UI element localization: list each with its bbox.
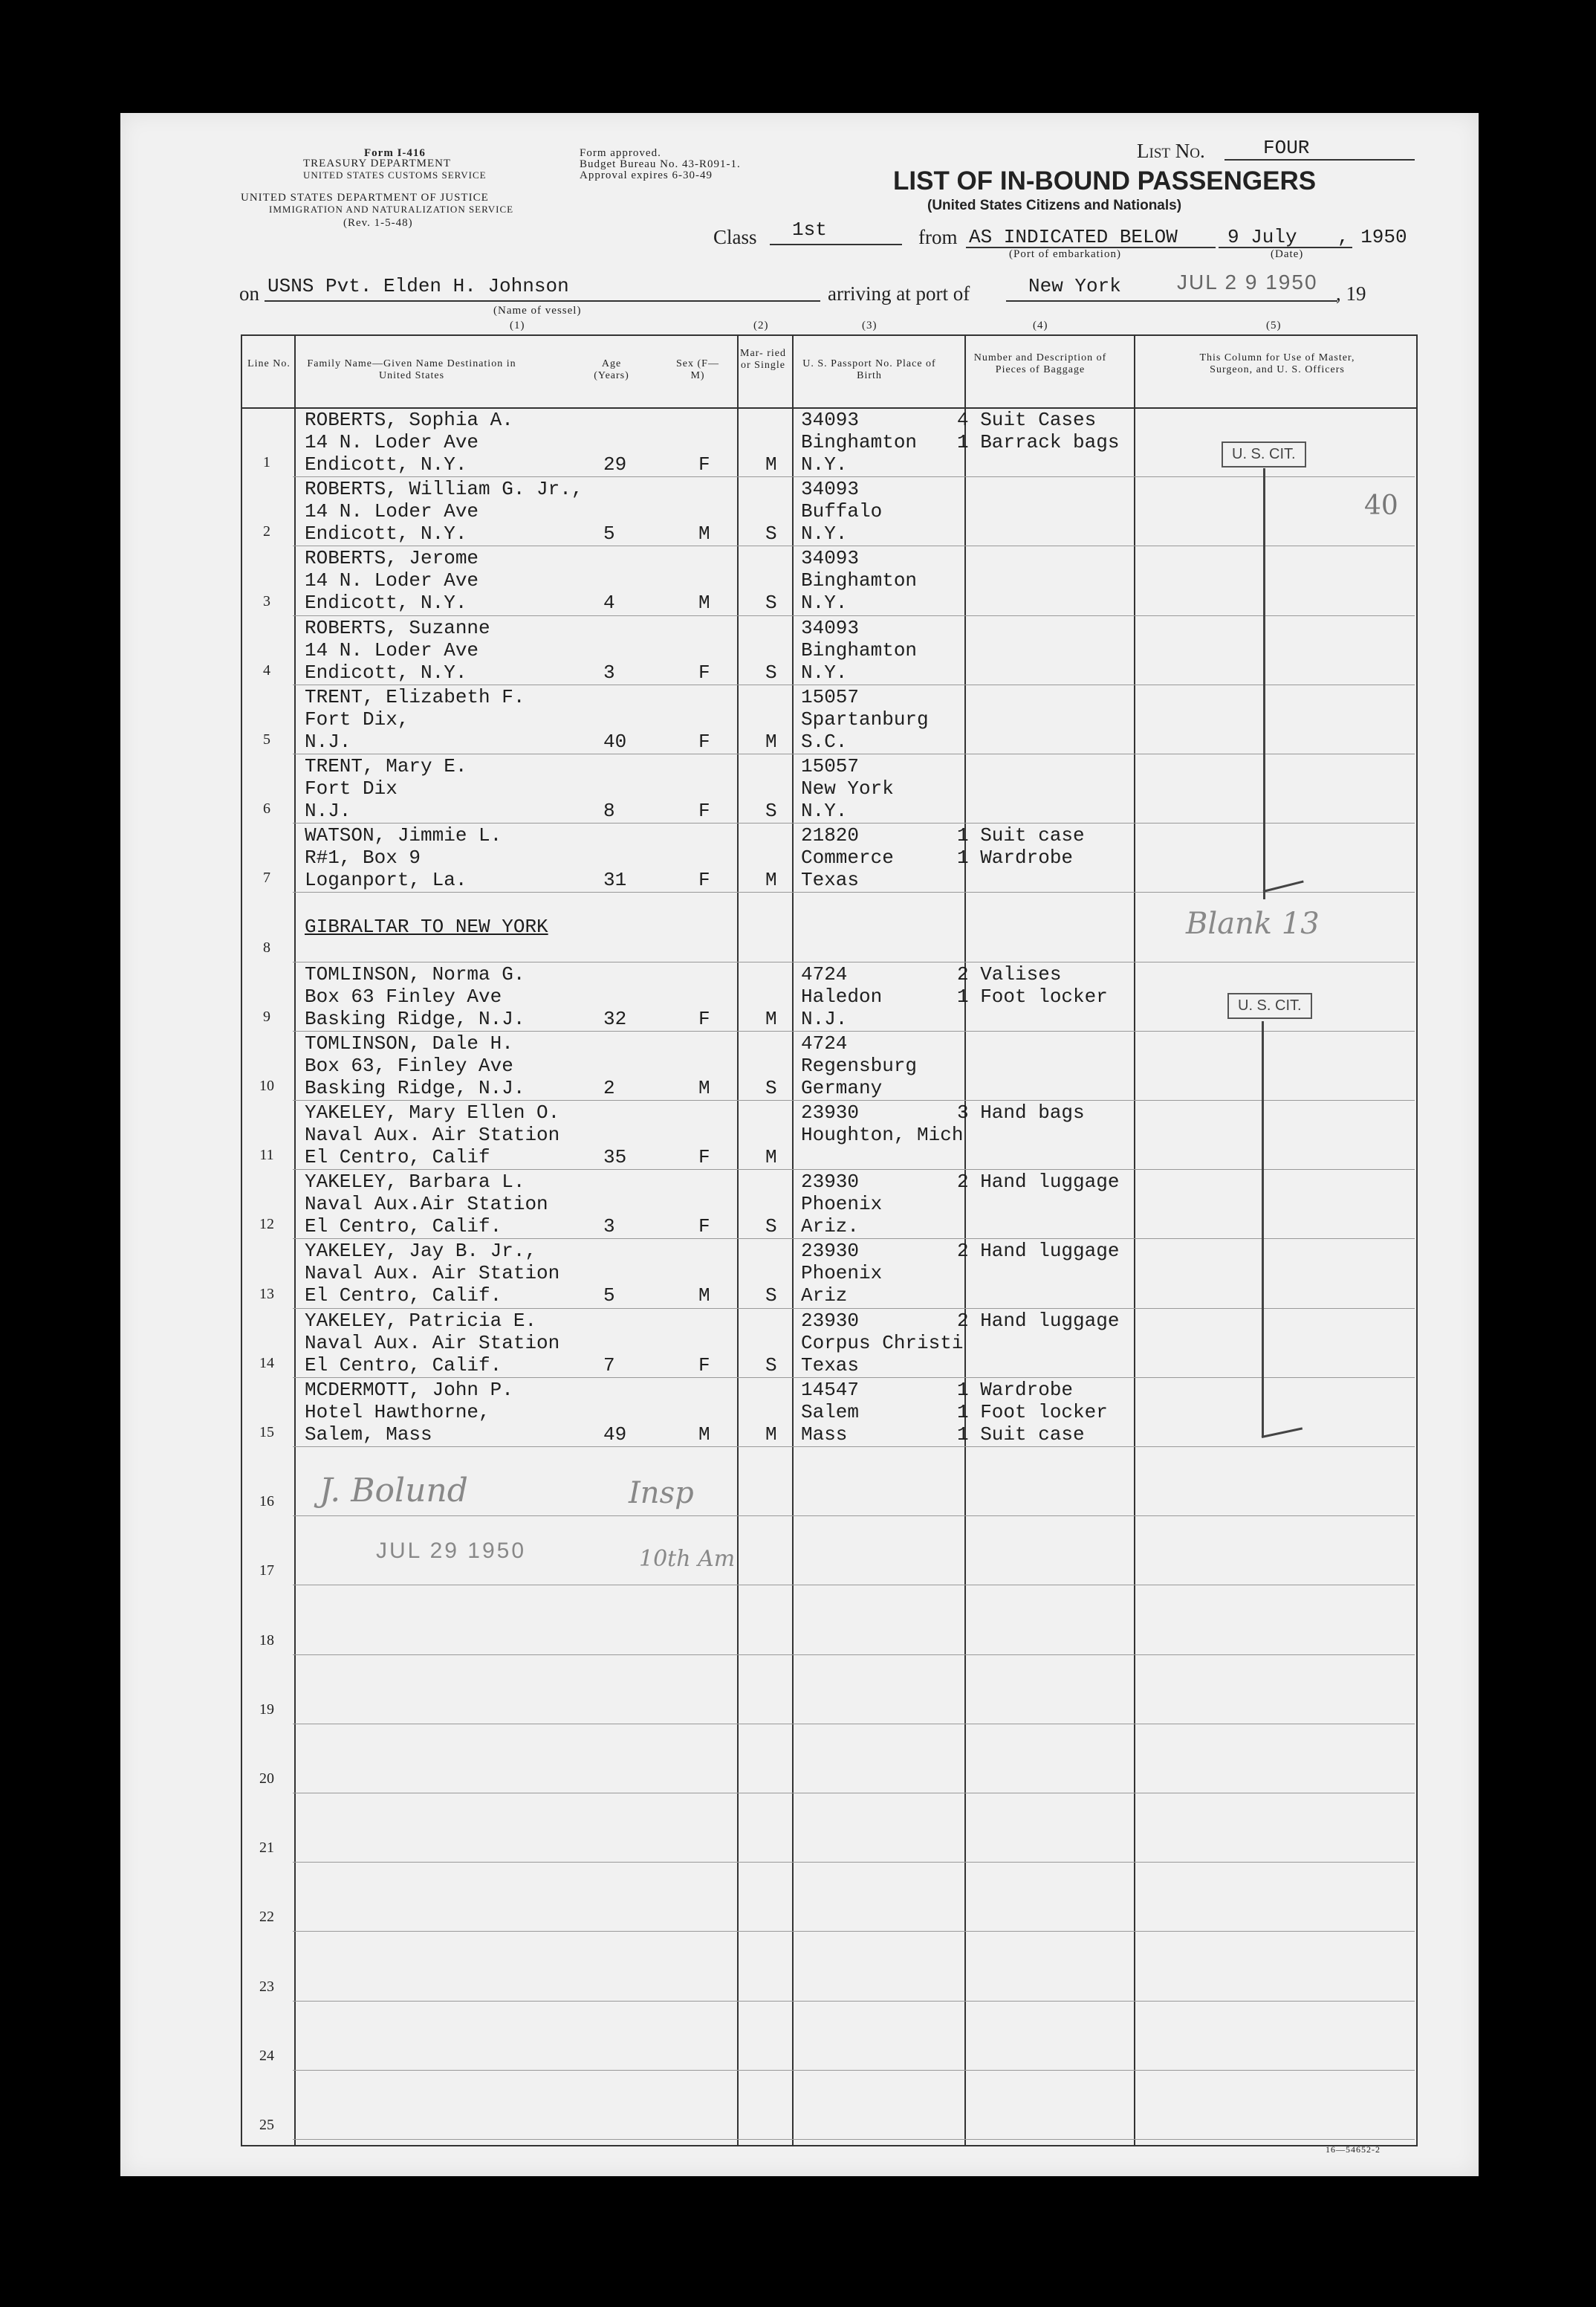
- passenger-age: 5: [603, 522, 615, 546]
- inspector-signature: J. Bolund: [319, 1472, 468, 1510]
- vessel-name: USNS Pvt. Elden H. Johnson: [267, 275, 569, 297]
- row-divider: [293, 1862, 1415, 1863]
- class-value: 1st: [792, 219, 827, 241]
- passenger-marital: S: [765, 1076, 777, 1099]
- passenger-marital: M: [765, 1423, 777, 1446]
- passenger-address-1: 14 N. Loder Ave: [305, 500, 479, 523]
- header-line-no: Line No.: [247, 358, 291, 369]
- col-num-3: (3): [862, 320, 878, 331]
- passenger-address-1: Naval Aux. Air Station: [305, 1124, 560, 1146]
- row-divider: [293, 1169, 1415, 1170]
- header-passport: U. S. Passport No. Place of Birth: [802, 358, 936, 381]
- passenger-marital: M: [765, 869, 777, 892]
- baggage-1: 2 Valises: [957, 962, 1062, 986]
- passenger-marital: S: [765, 1284, 777, 1307]
- passenger-sex: F: [698, 453, 710, 476]
- passenger-address-2: N.J.: [305, 800, 351, 822]
- passenger-address-2: Basking Ridge, N.J.: [305, 1076, 525, 1099]
- row-divider: [293, 892, 1415, 893]
- list-no-value: FOUR: [1263, 137, 1310, 159]
- line-number: 14: [259, 1354, 274, 1371]
- passenger-address-2: Endicott, N.Y.: [305, 453, 467, 476]
- passenger-marital: S: [765, 592, 777, 615]
- baggage-2: 1 Barrack bags: [957, 431, 1120, 453]
- row-divider: [293, 1654, 1415, 1655]
- baggage-2: 1 Foot locker: [957, 985, 1108, 1008]
- baggage-1: 1 Wardrobe: [957, 1378, 1074, 1401]
- place-of-birth-1: Houghton, Mich: [801, 1124, 964, 1146]
- passenger-marital: M: [765, 730, 777, 753]
- class-underline: [770, 244, 902, 245]
- passenger-address-1: Naval Aux. Air Station: [305, 1331, 560, 1354]
- passport-number: 14547: [801, 1378, 860, 1401]
- passenger-age: 8: [603, 800, 615, 822]
- inspection-date-stamp: JUL 29 1950: [376, 1538, 527, 1563]
- bracket-line: [1262, 1021, 1264, 1437]
- place-of-birth-1: Binghamton: [801, 569, 918, 592]
- passenger-name: ROBERTS, Sophia A.: [305, 409, 513, 431]
- passenger-sex: F: [698, 1007, 710, 1030]
- list-no-underline: [1224, 159, 1415, 161]
- passport-number: 34093: [801, 409, 860, 431]
- col-num-4: (4): [1033, 320, 1048, 331]
- line-number: 16: [259, 1493, 274, 1510]
- passenger-address-1: 14 N. Loder Ave: [305, 638, 479, 661]
- row-divider: [293, 2139, 1415, 2140]
- passenger-sex: F: [698, 800, 710, 822]
- passenger-marital: S: [765, 661, 777, 684]
- line-number: 9: [263, 1008, 270, 1025]
- passenger-sex: F: [698, 730, 710, 753]
- row-divider: [293, 1100, 1415, 1101]
- passenger-marital: M: [765, 453, 777, 476]
- passenger-address-2: N.J.: [305, 730, 351, 753]
- place-of-birth-1: Regensburg: [801, 1054, 918, 1077]
- line-number: 17: [259, 1562, 274, 1579]
- passenger-age: 35: [603, 1146, 627, 1168]
- passenger-name: YAKELEY, Mary Ellen O.: [305, 1101, 560, 1124]
- col-divider: [737, 336, 739, 2145]
- passenger-address-2: Loganport, La.: [305, 869, 467, 892]
- place-of-birth-2: N.J.: [801, 1007, 848, 1030]
- arriving-label: arriving at port of: [828, 282, 970, 305]
- section-heading: GIBRALTAR TO NEW YORK: [305, 916, 548, 939]
- passenger-address-2: Endicott, N.Y.: [305, 661, 467, 684]
- passenger-name: YAKELEY, Jay B. Jr.,: [305, 1240, 537, 1263]
- arrival-port: New York: [1028, 275, 1121, 297]
- passport-number: 15057: [801, 685, 860, 708]
- line-number: 3: [263, 592, 270, 609]
- header-name: Family Name—Given Name Destination in United States: [307, 358, 516, 381]
- place-of-birth-2: Ariz: [801, 1284, 848, 1307]
- passenger-age: 2: [603, 1076, 615, 1099]
- line-number: 15: [259, 1424, 274, 1440]
- date-value: 9 July: [1227, 226, 1297, 248]
- row-divider: [293, 1238, 1415, 1239]
- blank-note: Blank 13: [1186, 907, 1320, 941]
- passenger-age: 5: [603, 1284, 615, 1307]
- line-number: 18: [259, 1631, 274, 1648]
- place-of-birth-1: Phoenix: [801, 1193, 883, 1216]
- place-of-birth-2: N.Y.: [801, 661, 848, 684]
- justice-dept: UNITED STATES DEPARTMENT OF JUSTICE: [241, 192, 489, 204]
- footer-code: 16—54652-2: [1326, 2144, 1381, 2155]
- date-caption: (Date): [1271, 248, 1304, 260]
- approval-1: Form approved.: [580, 147, 661, 159]
- ins-service: IMMIGRATION AND NATURALIZATION SERVICE: [269, 204, 514, 215]
- line-number: 22: [259, 1909, 274, 1926]
- approval-2: Budget Bureau No. 43-R091-1.: [580, 158, 741, 170]
- year-suffix: , 19: [1336, 282, 1366, 305]
- arrival-date-stamp: JUL 2 9 1950: [1177, 271, 1318, 294]
- passenger-sex: M: [698, 1284, 710, 1307]
- passenger-name: MCDERMOTT, John P.: [305, 1378, 513, 1401]
- line-number: 8: [263, 939, 270, 956]
- passenger-address-1: Naval Aux. Air Station: [305, 1262, 560, 1285]
- treasury-dept: TREASURY DEPARTMENT: [303, 158, 452, 169]
- from-label: from: [918, 226, 958, 248]
- passenger-name: TRENT, Mary E.: [305, 755, 467, 777]
- col-num-5: (5): [1266, 320, 1282, 331]
- row-divider: [293, 1446, 1415, 1447]
- line-number: 24: [259, 2047, 274, 2064]
- passenger-address-1: 14 N. Loder Ave: [305, 569, 479, 592]
- col-divider: [294, 336, 296, 2145]
- passenger-address-2: Endicott, N.Y.: [305, 522, 467, 546]
- passenger-address-2: El Centro, Calif.: [305, 1353, 502, 1376]
- line-number: 11: [259, 1147, 274, 1164]
- year-value: , 1950: [1337, 226, 1407, 248]
- passenger-marital: M: [765, 1007, 777, 1030]
- passenger-age: 40: [603, 730, 627, 753]
- passport-number: 23930: [801, 1240, 860, 1263]
- passenger-sex: M: [698, 522, 710, 546]
- passenger-sex: F: [698, 661, 710, 684]
- passenger-sex: F: [698, 1353, 710, 1376]
- passenger-name: ROBERTS, William G. Jr.,: [305, 478, 583, 501]
- passenger-name: YAKELEY, Barbara L.: [305, 1171, 525, 1194]
- passport-number: 34093: [801, 478, 860, 501]
- place-of-birth-1: Buffalo: [801, 500, 883, 523]
- row-divider: [293, 1377, 1415, 1378]
- row-divider: [293, 2001, 1415, 2002]
- passport-number: 15057: [801, 755, 860, 777]
- passenger-marital: S: [765, 800, 777, 822]
- embarkation-caption: (Port of embarkation): [1009, 248, 1121, 260]
- passenger-name: WATSON, Jimmie L.: [305, 824, 502, 847]
- line-number: 23: [259, 1978, 274, 1995]
- line-number: 2: [263, 523, 270, 540]
- header-sex: Sex (F—M): [676, 358, 719, 381]
- place-of-birth-2: Germany: [801, 1076, 883, 1099]
- place-of-birth-1: Corpus Christi: [801, 1331, 964, 1354]
- row-divider: [293, 1308, 1415, 1309]
- place-of-birth-2: S.C.: [801, 730, 848, 753]
- passenger-age: 31: [603, 869, 627, 892]
- place-of-birth-1: Spartanburg: [801, 708, 929, 731]
- place-of-birth-2: N.Y.: [801, 800, 848, 822]
- place-of-birth-1: Binghamton: [801, 431, 918, 453]
- passenger-address-1: Fort Dix: [305, 777, 398, 800]
- arrival-underline: [1006, 300, 1337, 302]
- place-of-birth-1: New York: [801, 777, 894, 800]
- class-label: Class: [713, 226, 757, 248]
- approval-3: Approval expires 6-30-49: [580, 169, 713, 181]
- header-married: Mar- ried or Single: [740, 348, 786, 371]
- form-number: Form I-416: [364, 147, 426, 159]
- passport-number: 4724: [801, 962, 848, 986]
- place-of-birth-2: Ariz.: [801, 1215, 860, 1238]
- place-of-birth-2: Mass: [801, 1423, 848, 1446]
- us-citizen-stamp: U. S. CIT.: [1227, 993, 1312, 1019]
- revision: (Rev. 1-5-48): [343, 217, 413, 229]
- passenger-sex: M: [698, 1076, 710, 1099]
- passenger-age: 7: [603, 1353, 615, 1376]
- place-of-birth-2: Texas: [801, 869, 860, 892]
- place-of-birth-1: Commerce: [801, 847, 894, 870]
- line-number: 12: [259, 1216, 274, 1233]
- passenger-address-2: Salem, Mass: [305, 1423, 432, 1446]
- bracket-line: [1263, 468, 1265, 899]
- page-subtitle: (United States Citizens and Nationals): [927, 198, 1182, 213]
- baggage-1: 2 Hand luggage: [957, 1309, 1120, 1332]
- baggage-2: 1 Wardrobe: [957, 847, 1074, 870]
- passenger-address-2: Endicott, N.Y.: [305, 592, 467, 615]
- baggage-1: 1 Suit case: [957, 824, 1085, 847]
- baggage-2: 1 Foot locker: [957, 1400, 1108, 1423]
- passenger-name: TOMLINSON, Dale H.: [305, 1032, 513, 1055]
- baggage-1: 2 Hand luggage: [957, 1171, 1120, 1194]
- passenger-age: 29: [603, 453, 627, 476]
- passenger-sex: M: [698, 592, 710, 615]
- header-officers: This Column for Use of Master, Surgeon, and U. S. Officers: [1199, 352, 1355, 375]
- line-number: 13: [259, 1285, 274, 1302]
- passport-number: 4724: [801, 1032, 848, 1055]
- line-number: 5: [263, 731, 270, 748]
- header-age: Age (Years): [594, 358, 629, 381]
- col-num-2: (2): [753, 320, 769, 331]
- place-of-birth-1: Phoenix: [801, 1262, 883, 1285]
- place-of-birth-2: N.Y.: [801, 453, 848, 476]
- col-num-1: (1): [510, 320, 525, 331]
- passenger-address-2: El Centro, Calif.: [305, 1284, 502, 1307]
- baggage-3: 1 Suit case: [957, 1423, 1085, 1446]
- passenger-address-1: Box 63, Finley Ave: [305, 1054, 513, 1077]
- passport-number: 34093: [801, 616, 860, 639]
- place-of-birth-1: Salem: [801, 1400, 860, 1423]
- line-number: 6: [263, 800, 270, 818]
- passport-number: 34093: [801, 547, 860, 570]
- vessel-underline: [265, 300, 820, 302]
- passport-number: 23930: [801, 1101, 860, 1124]
- passenger-address-2: Basking Ridge, N.J.: [305, 1007, 525, 1030]
- handwritten-note: 10th Am: [639, 1546, 736, 1572]
- us-citizen-stamp: U. S. CIT.: [1222, 441, 1306, 467]
- passenger-sex: F: [698, 1146, 710, 1168]
- passenger-age: 4: [603, 592, 615, 615]
- passenger-name: ROBERTS, Suzanne: [305, 616, 490, 639]
- place-of-birth-2: Texas: [801, 1353, 860, 1376]
- passenger-marital: S: [765, 1353, 777, 1376]
- passenger-sex: M: [698, 1423, 710, 1446]
- customs-service: UNITED STATES CUSTOMS SERVICE: [303, 169, 487, 181]
- line-number: 1: [263, 454, 270, 471]
- passenger-marital: S: [765, 522, 777, 546]
- row-divider: [293, 1515, 1415, 1516]
- passport-number: 23930: [801, 1171, 860, 1194]
- place-of-birth-1: Binghamton: [801, 638, 918, 661]
- passenger-address-1: 14 N. Loder Ave: [305, 431, 479, 453]
- line-number: 21: [259, 1840, 274, 1857]
- list-no-label: List No.: [1137, 140, 1205, 162]
- passenger-address-1: Naval Aux.Air Station: [305, 1193, 548, 1216]
- row-divider: [293, 476, 1415, 477]
- row-divider: [293, 615, 1415, 616]
- place-of-birth-1: Haledon: [801, 985, 883, 1008]
- passport-number: 21820: [801, 824, 860, 847]
- passenger-sex: F: [698, 1215, 710, 1238]
- baggage-1: 3 Hand bags: [957, 1101, 1085, 1124]
- row-divider: [293, 1931, 1415, 1932]
- passenger-name: YAKELEY, Patricia E.: [305, 1309, 537, 1332]
- inspector-note: Insp: [629, 1476, 694, 1510]
- baggage-1: 4 Suit Cases: [957, 409, 1097, 431]
- passenger-age: 32: [603, 1007, 627, 1030]
- port-of-embarkation: AS INDICATED BELOW: [969, 226, 1178, 248]
- passenger-address-1: Fort Dix,: [305, 708, 409, 731]
- place-of-birth-2: N.Y.: [801, 522, 848, 546]
- margin-number: 40: [1364, 491, 1398, 521]
- col-divider: [1134, 336, 1135, 2145]
- passenger-address-2: El Centro, Calif: [305, 1146, 490, 1168]
- passport-number: 23930: [801, 1309, 860, 1332]
- row-divider: [293, 1031, 1415, 1032]
- line-number: 20: [259, 1770, 274, 1787]
- baggage-1: 2 Hand luggage: [957, 1240, 1120, 1263]
- header-baggage: Number and Description of Pieces of Baggage: [973, 352, 1107, 375]
- passenger-age: 3: [603, 1215, 615, 1238]
- passenger-age: 3: [603, 661, 615, 684]
- passenger-address-1: R#1, Box 9: [305, 847, 421, 870]
- place-of-birth-2: N.Y.: [801, 592, 848, 615]
- passenger-name: TOMLINSON, Norma G.: [305, 962, 525, 986]
- line-number: 19: [259, 1701, 274, 1718]
- passenger-address-1: Hotel Hawthorne,: [305, 1400, 490, 1423]
- page-title: LIST OF IN-BOUND PASSENGERS: [893, 166, 1317, 195]
- row-divider: [293, 2070, 1415, 2071]
- line-number: 4: [263, 661, 270, 679]
- passenger-address-1: Box 63 Finley Ave: [305, 985, 502, 1008]
- line-number: 7: [263, 870, 270, 887]
- vessel-caption: (Name of vessel): [493, 305, 582, 317]
- passenger-address-2: El Centro, Calif.: [305, 1215, 502, 1238]
- on-label: on: [239, 282, 259, 305]
- col-divider: [792, 336, 794, 2145]
- passenger-sex: F: [698, 869, 710, 892]
- line-number: 25: [259, 2117, 274, 2133]
- passenger-name: TRENT, Elizabeth F.: [305, 685, 525, 708]
- passenger-age: 49: [603, 1423, 627, 1446]
- passenger-name: ROBERTS, Jerome: [305, 547, 479, 570]
- line-number: 10: [259, 1078, 274, 1094]
- passenger-marital: S: [765, 1215, 777, 1238]
- row-divider: [293, 823, 1415, 824]
- passenger-marital: M: [765, 1146, 777, 1168]
